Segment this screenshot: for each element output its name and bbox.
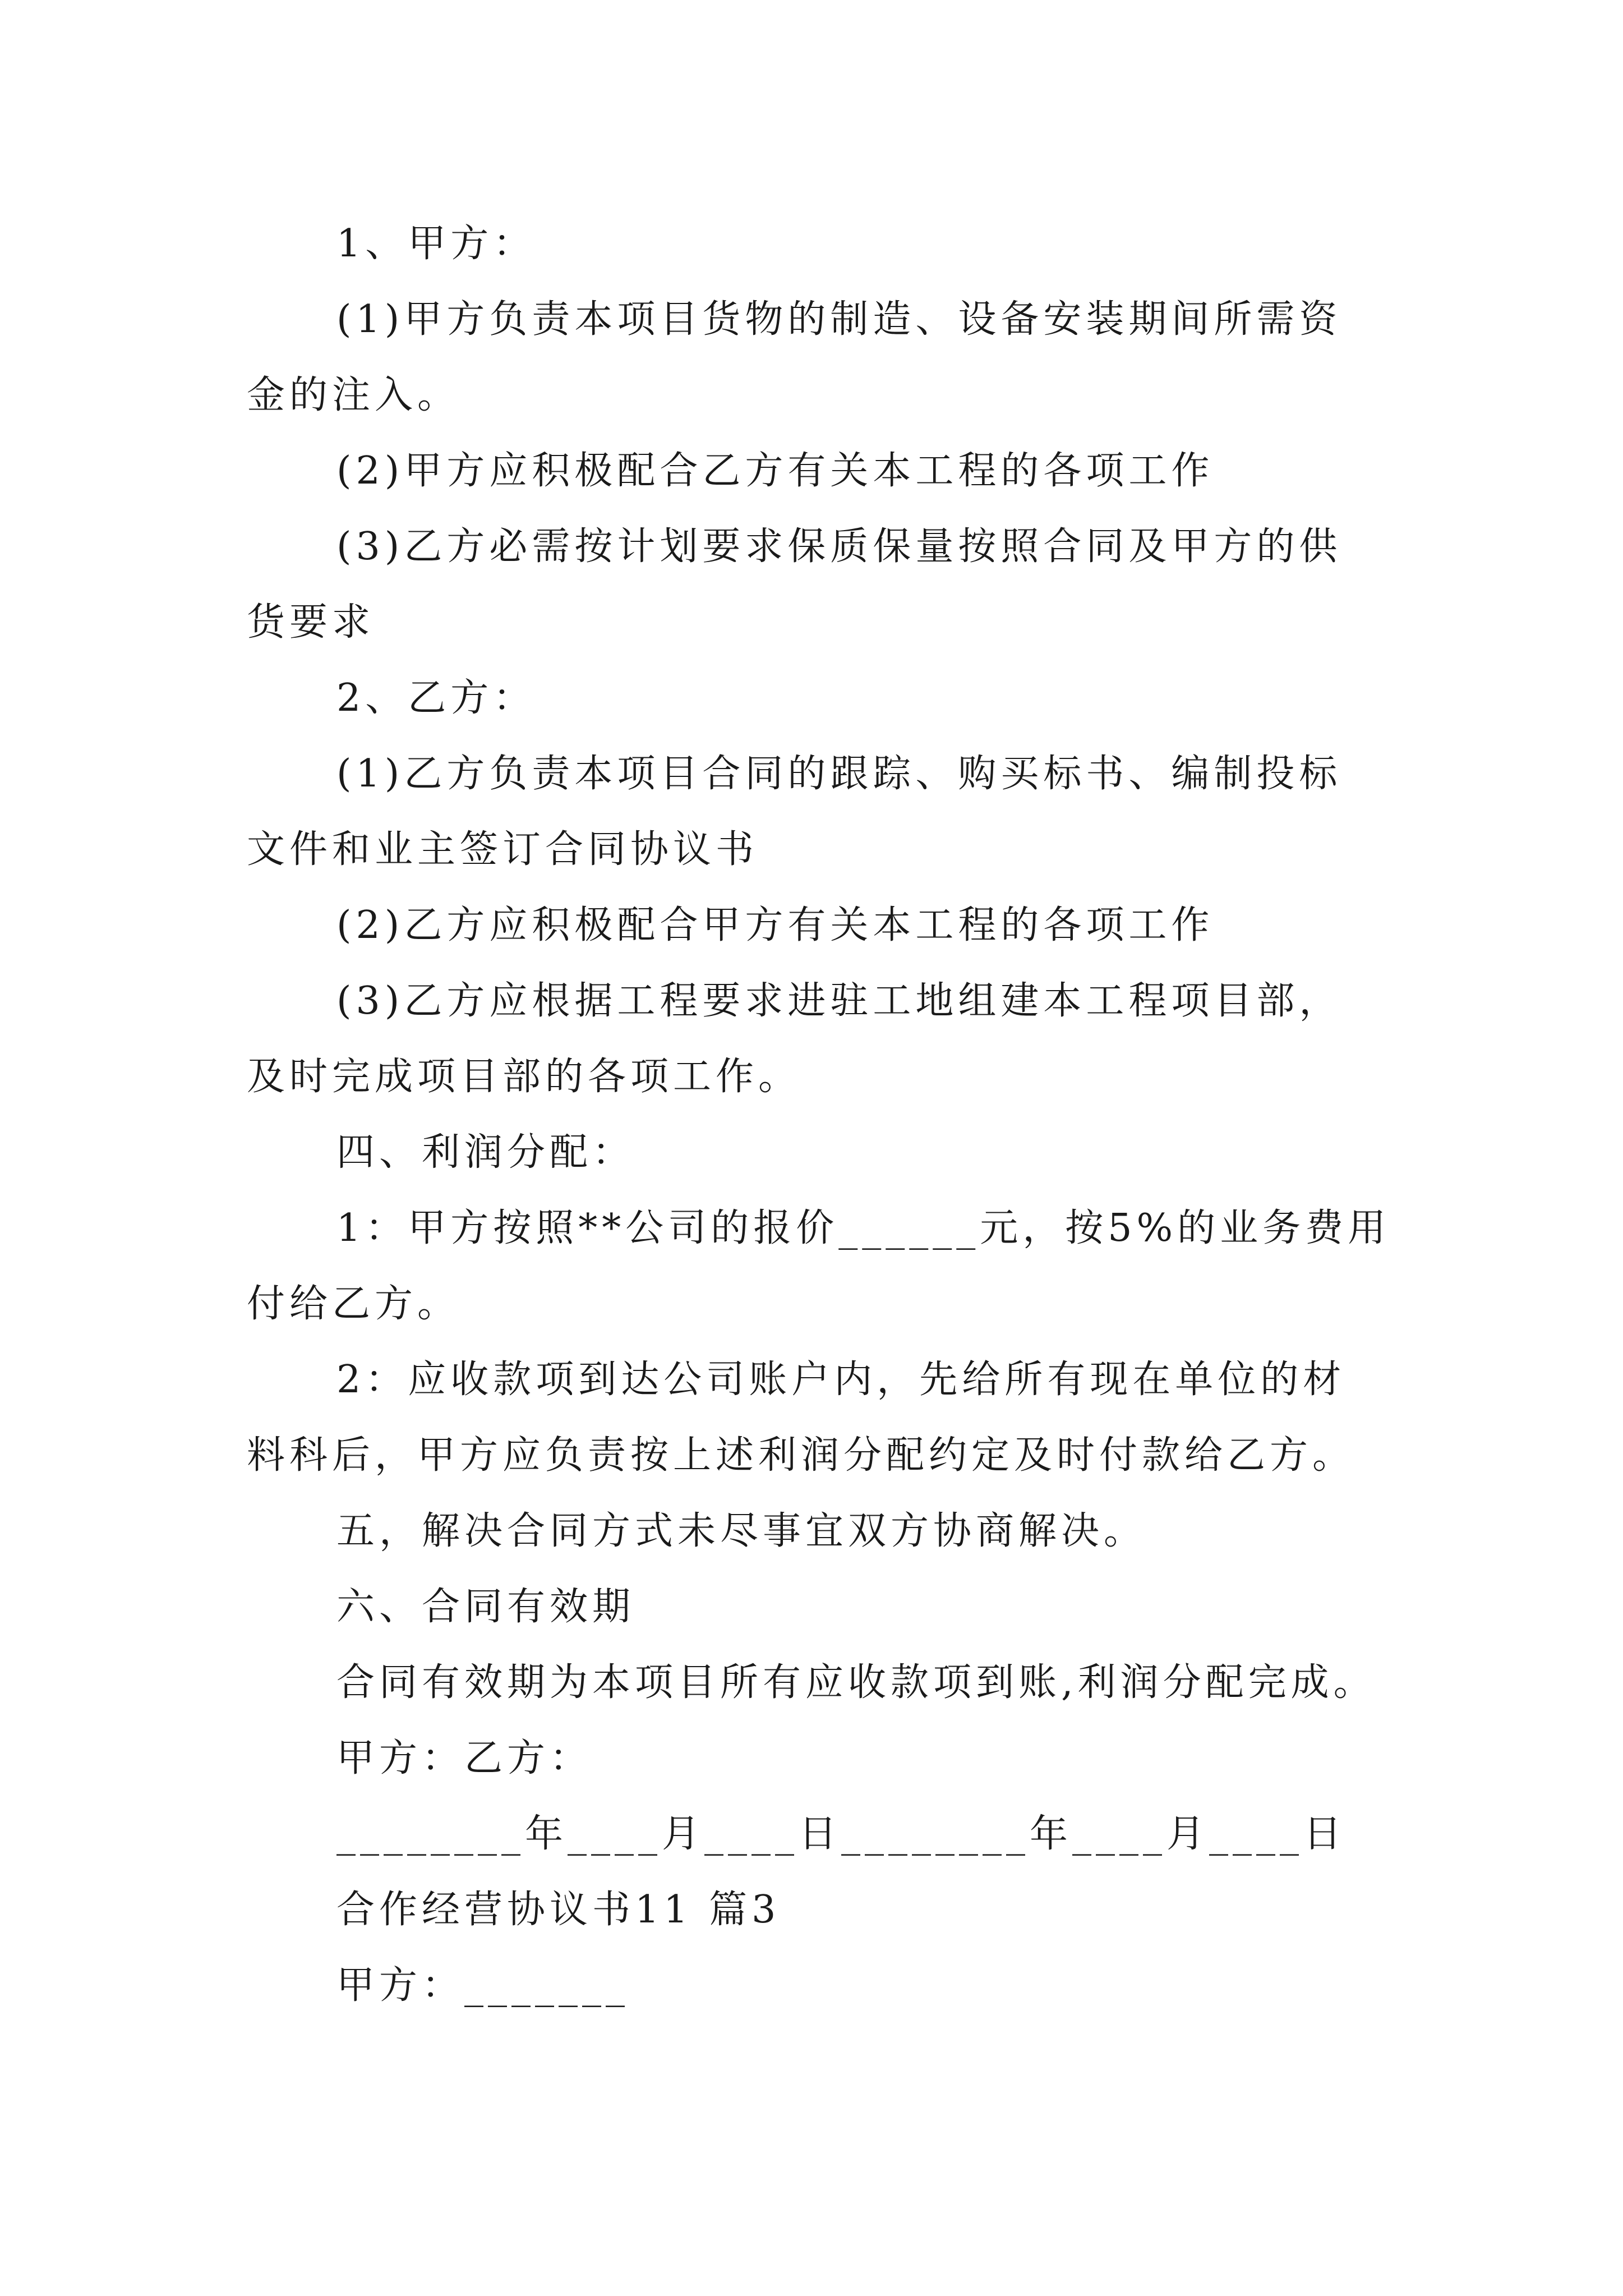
clause-b3-line2: 及时完成项目部的各项工作。: [247, 1055, 801, 1099]
clause-party-b-heading: 2、乙方：: [336, 676, 536, 720]
clause-a1-line1: (1)甲方负责本项目货物的制造、设备安装期间所需资: [336, 297, 1342, 342]
clause-b1-line2: 文件和业主签订合同协议书: [247, 827, 759, 872]
next-agreement-party-a: 甲方：_______: [336, 1963, 630, 2008]
signature-parties: 甲方：乙方：: [336, 1736, 593, 1780]
section-dispute: 五，解决合同方式未尽事宜双方协商解决。: [336, 1509, 1147, 1553]
clause-a3-line1: (3)乙方必需按计划要求保质保量按照合同及甲方的供: [336, 524, 1342, 569]
section-profit-heading: 四、利润分配：: [336, 1130, 635, 1175]
clause-a2: (2)甲方应积极配合乙方有关本工程的各项工作: [336, 449, 1214, 493]
validity-text: 合同有效期为本项目所有应收款项到账,利润分配完成。: [336, 1660, 1376, 1705]
clause-party-a-heading: 1、甲方：: [336, 222, 536, 266]
signature-dates: ________年____月____日________年____月____日: [336, 1812, 1347, 1856]
clause-b2: (2)乙方应积极配合甲方有关本工程的各项工作: [336, 903, 1214, 947]
clause-a1-line2: 金的注入。: [247, 373, 460, 417]
profit-item1-line2: 付给乙方。: [247, 1282, 460, 1326]
profit-item1-line1: 1：甲方按照**公司的报价______元，按5%的业务费用: [336, 1206, 1391, 1250]
section-validity-heading: 六、合同有效期: [336, 1585, 635, 1629]
clause-b3-line1: (3)乙方应根据工程要求进驻工地组建本工程项目部，: [336, 979, 1342, 1023]
clause-b1-line1: (1)乙方负责本项目合同的跟踪、购买标书、编制投标: [336, 752, 1342, 796]
next-agreement-title: 合作经营协议书11 篇3: [336, 1888, 781, 1932]
clause-a3-line2: 货要求: [247, 600, 375, 645]
profit-item2-line2: 料科后，甲方应负责按上述利润分配约定及时付款给乙方。: [247, 1433, 1355, 1478]
profit-item2-line1: 2：应收款项到达公司账户内，先给所有现在单位的材: [336, 1358, 1346, 1402]
